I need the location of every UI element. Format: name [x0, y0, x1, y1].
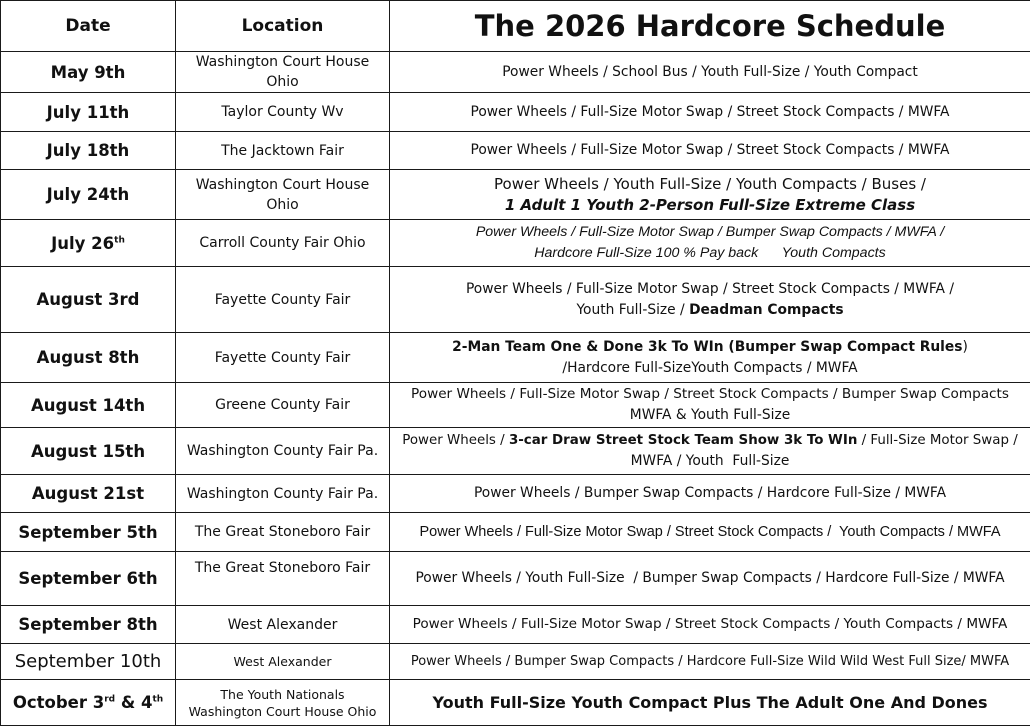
event-classes: Power Wheels / Full-Size Motor Swap / Street Stock Compacts / MWFA: [390, 93, 1030, 132]
table-row: [1, 383, 1030, 428]
event-classes-line: [394, 300, 1026, 321]
event-classes: Power Wheels / Full-Size Motor Swap / Street Stock Compacts / Youth Compacts / MWFA: [390, 606, 1030, 644]
event-location: Washington County Fair Pa.: [176, 428, 390, 475]
event-date-suffix: rd: [104, 694, 116, 705]
table-row: [1, 428, 1030, 475]
event-location: Fayette County Fair: [176, 267, 390, 333]
event-classes: Power Wheels / Bumper Swap Compacts / Hardcore Full-Size / MWFA: [390, 475, 1030, 513]
event-location: Washington Court House Ohio: [176, 170, 390, 220]
event-location: West Alexander: [176, 644, 390, 680]
event-location: The Great Stoneboro Fair: [176, 552, 390, 606]
table-row: [1, 170, 1030, 220]
event-date: July 18th: [1, 132, 176, 170]
event-classes-line: [394, 430, 1026, 451]
event-date: May 9th: [1, 52, 176, 93]
event-classes: [390, 383, 1030, 428]
event-classes-line: /Hardcore Full-SizeYouth Compacts / MWFA: [562, 359, 858, 376]
event-classes: [390, 220, 1030, 267]
event-classes-text: Power Wheels /: [402, 433, 509, 448]
event-date: September 10th: [1, 644, 176, 680]
table-row: [1, 680, 1030, 726]
table-row: [1, 93, 1030, 132]
event-classes-text: Youth Full-Size /: [576, 301, 690, 318]
event-location: [176, 680, 390, 726]
event-date-text: October 3: [12, 693, 105, 712]
event-date: August 14th: [1, 383, 176, 428]
event-classes-line: [394, 337, 1026, 358]
schedule-title: The 2026 Hardcore Schedule: [390, 1, 1030, 52]
event-classes-line: MWFA / Youth Full-Size: [630, 453, 790, 469]
table-row: [1, 52, 1030, 93]
table-row: [1, 333, 1030, 383]
event-classes: Power Wheels / Full-Size Motor Swap / Street Stock Compacts / Youth Compacts / MWFA: [390, 513, 1030, 552]
event-date: August 15th: [1, 428, 176, 475]
event-classes: [390, 170, 1030, 220]
event-date: July 24th: [1, 170, 176, 220]
event-location: Washington Court House Ohio: [176, 52, 390, 93]
event-location-line: The Youth Nationals: [220, 686, 345, 702]
event-classes: Power Wheels / School Bus / Youth Full-Size / Youth Compact: [390, 52, 1030, 93]
date-column-header: Date: [1, 1, 176, 52]
event-classes-line: Power Wheels / Full-Size Motor Swap / Street Stock Compacts / MWFA /: [465, 280, 954, 297]
event-date-text: July 26: [51, 233, 115, 253]
event-classes-line: Power Wheels / Youth Full-Size / Youth Compacts / Buses /: [494, 174, 926, 193]
event-classes-text: / Full-Size Motor Swap /: [857, 433, 1018, 448]
event-classes-text: ): [962, 338, 968, 355]
table-row: [1, 267, 1030, 333]
event-date: July 11th: [1, 93, 176, 132]
event-classes: [390, 333, 1030, 383]
event-date: August 8th: [1, 333, 176, 383]
event-classes-line: Hardcore Full-Size 100 % Pay back Youth Compacts: [534, 245, 886, 261]
event-classes-featured: 1 Adult 1 Youth 2-Person Full-Size Extreme Class: [504, 195, 916, 214]
event-classes-line: Power Wheels / Full-Size Motor Swap / Street Stock Compacts / Bumper Swap Compacts: [411, 386, 1009, 402]
event-date-text: & 4: [115, 693, 153, 712]
event-classes-featured: 2-Man Team One & Done 3k To WIn (: [452, 338, 735, 355]
event-classes: Power Wheels / Bumper Swap Compacts / Hardcore Full-Size Wild Wild West Full Size/ MWFA: [390, 644, 1030, 680]
event-classes: Youth Full-Size Youth Compact Plus The Adult One And Dones: [390, 680, 1030, 726]
event-location: West Alexander: [176, 606, 390, 644]
event-classes-line: Power Wheels / Full-Size Motor Swap / Bumper Swap Compacts / MWFA /: [475, 224, 945, 240]
event-classes-rules: Bumper Swap Compact Rules: [734, 338, 963, 355]
event-location: The Jacktown Fair: [176, 132, 390, 170]
event-date: [1, 680, 176, 726]
event-date-suffix: th: [152, 694, 164, 705]
header-row: [1, 1, 1030, 52]
event-classes-featured: 3-car Draw Street Stock Team Show 3k To WIn: [508, 433, 858, 448]
event-location: Washington County Fair Pa.: [176, 475, 390, 513]
location-column-header: Location: [176, 1, 390, 52]
table-row: [1, 513, 1030, 552]
event-location: Greene County Fair: [176, 383, 390, 428]
event-date: September 8th: [1, 606, 176, 644]
event-location: The Great Stoneboro Fair: [176, 513, 390, 552]
event-date-suffix: th: [114, 235, 125, 245]
table-row: [1, 552, 1030, 606]
event-location: Taylor County Wv: [176, 93, 390, 132]
event-date: August 21st: [1, 475, 176, 513]
event-location: Carroll County Fair Ohio: [176, 220, 390, 267]
table-row: [1, 220, 1030, 267]
table-row: [1, 644, 1030, 680]
event-classes: Power Wheels / Youth Full-Size / Bumper Swap Compacts / Hardcore Full-Size / MWFA: [390, 552, 1030, 606]
event-date: September 5th: [1, 513, 176, 552]
table-row: [1, 475, 1030, 513]
event-classes: [390, 267, 1030, 333]
table-row: [1, 606, 1030, 644]
event-classes: Power Wheels / Full-Size Motor Swap / Street Stock Compacts / MWFA: [390, 132, 1030, 170]
event-location-line: Washington Court House Ohio: [188, 703, 377, 719]
event-location: Fayette County Fair: [176, 333, 390, 383]
event-date: [1, 220, 176, 267]
event-classes-featured: Deadman Compacts: [689, 301, 844, 318]
table-row: [1, 132, 1030, 170]
event-classes-line: MWFA & Youth Full-Size: [629, 407, 791, 423]
event-classes: [390, 428, 1030, 475]
event-date: August 3rd: [1, 267, 176, 333]
event-date: September 6th: [1, 552, 176, 606]
